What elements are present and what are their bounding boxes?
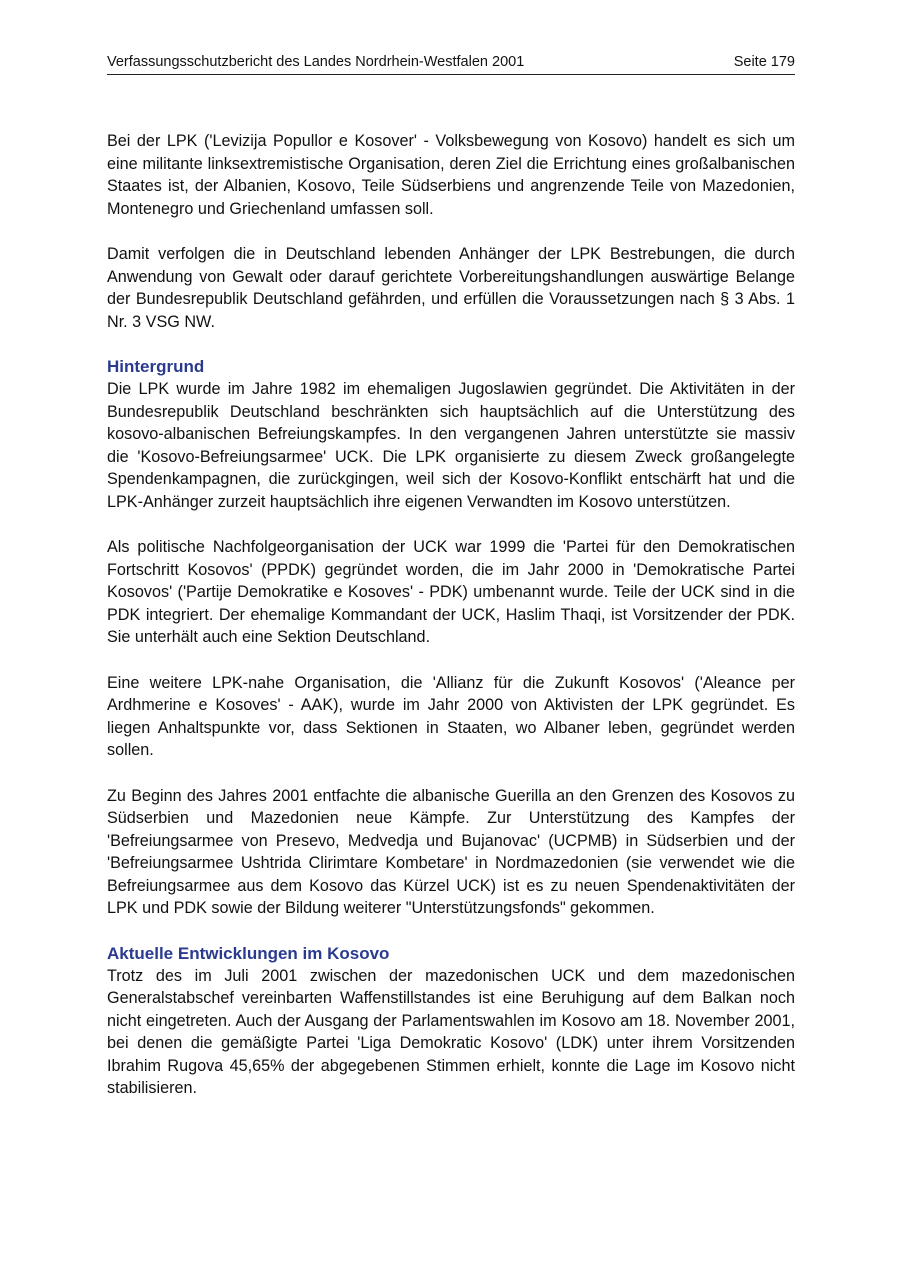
running-header	[107, 50, 795, 75]
paragraph-current: Trotz des im Juli 2001 zwischen der mazedonischen UCK und dem mazedonischen Generalstabschef vereinbarten Waffenstillstandes ist eine Beruhigung auf dem Balkan noch nicht eingetreten. Auch der Ausgang der Parlamentswahlen im Kosovo am 18. November 2001, bei denen die gemäßigte Partei 'Liga Demokratic Kosovo' (LDK) unter ihrem Vorsitzenden Ibrahim Rugova 45,65% der abgegebenen Stimmen erhielt, konnte die Lage im Kosovo nicht stabilisieren.	[107, 966, 795, 1097]
paragraph-background: Die LPK wurde im Jahre 1982 im ehemaligen Jugoslawien gegründet. Die Aktivitäten in der Bundesrepublik Deutschland beschränkten sich hauptsächlich auf die Unterstützung des kosovo-albanischen Befreiungskampfes. In den vergangenen Jahren unterstützte sie massiv die 'Kosovo-Befreiungsarmee' UCK. Die LPK organisierte zu diesem Zweck großangelegte Spendenkampagnen, die zurückgingen, weil sich der Kosovo-Konflikt entschärft hat und die LPK-Anhänger zurzeit hauptsächlich ihre eigenen Verwandten im Kosovo unterstützen.	[107, 380, 795, 511]
paragraph-intro: Bei der LPK ('Levizija Popullor e Kosover' - Volksbewegung von Kosovo) handelt es sich um eine militante linksextremistische Organisation, deren Ziel die Errichtung eines großalbanischen Staates ist, der Albanien, Kosovo, Teile Südserbiens und angrenzende Teile von Mazedonien, Montenegro und Griechenland umfassen soll.	[107, 132, 795, 218]
paragraph-consequence: Damit verfolgen die in Deutschland lebenden Anhänger der LPK Bestrebungen, die durch Anwendung von Gewalt oder darauf gerichtete Vorbereitungshandlungen auswärtige Belange der Bundesrepublik Deutschland gefährden, und erfüllen die Voraussetzungen nach § 3 Abs. 1 Nr. 3 VSG NW.	[107, 245, 795, 331]
heading-aktuelle-entwicklungen: Aktuelle Entwicklungen im Kosovo	[107, 943, 390, 963]
header-title: Verfassungsschutzbericht des Landes Nordrhein-Westfalen 2001	[107, 54, 525, 70]
paragraph-successor-party: Als politische Nachfolgeorganisation der UCK war 1999 die 'Partei für den Demokratischen Fortschritt Kosovos' (PPDK) gegründet worden, die im Jahr 2000 in 'Demokratische Partei Kosovos' ('Partije Demokratike e Kosoves' - PDK) umbenannt wurde. Teile der UCK sind in die PDK integriert. Der ehemalige Kommandant der UCK, Haslim Thaqi, ist Vorsitzender der PDK. Sie unterhält auch eine Sektion Deutschland.	[107, 538, 795, 646]
document-body	[107, 130, 795, 1123]
paragraph-aak: Eine weitere LPK-nahe Organisation, die 'Allianz für die Zukunft Kosovos' ('Aleance per Ardhmerine e Kosoves' - AAK), wurde im Jahr 2000 von Aktivisten der LPK gegründet. Es liegen Anhaltspunkte vor, dass Sektionen in Staaten, wo Albaner leben, gegründet werden sollen.	[107, 673, 795, 759]
page-number: Seite 179	[733, 54, 795, 70]
heading-hintergrund: Hintergrund	[107, 357, 205, 376]
paragraph-guerilla: Zu Beginn des Jahres 2001 entfachte die albanische Guerilla an den Grenzen des Kosovos zu Südserbien und Mazedonien neue Kämpfe. Zur Unterstützung des Kampfes der 'Befreiungsarmee von Presevo, Medvedja und Bujanovac' (UCPMB) in Südserbien und der 'Befreiungsarmee Ushtrida Clirimtare Kombetare' in Nordmazedonien (sie verwendet wie die Befreiungsarmee aus dem Kosovo das Kürzel UCK) ist es zu neuen Spendenaktivitäten der LPK und PDK sowie der Bildung weiterer "Unterstützungsfonds" gekommen.	[107, 786, 795, 917]
